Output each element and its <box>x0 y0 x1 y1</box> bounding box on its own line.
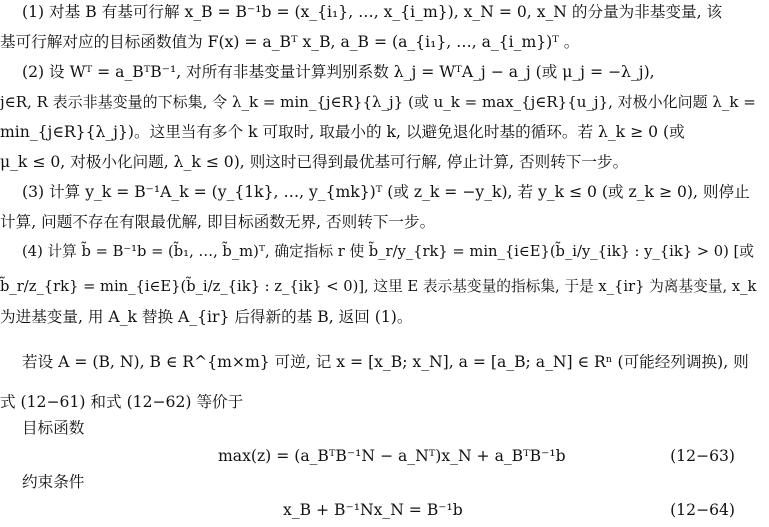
text-line-13: 式 (12−61) 和式 (12−62) 等价于 <box>0 393 244 411</box>
text-line-2: 基可行解对应的目标函数值为 F(x) = a_Bᵀ x_B, a_B = (a_{i₁}, …, a_{i_m})ᵀ 。 <box>0 33 580 51</box>
text-line-7: (3) 计算 y_k = B⁻¹A_k = (y_{1k}, …, y_{mk})ᵀ (或 z_k = −y_k), 若 y_k ≤ 0 (或 z_k ≥ 0), 则停止 <box>22 183 750 201</box>
text-line-9: (4) 计算 b̃ = B⁻¹b = (b̃₁, …, b̃_m)ᵀ, 确定指标 r 使 b̃_r/y_{rk} = min_{i∈E}(b̃_i/y_{ik} : y_{ik} > 0) [或 <box>22 243 754 260</box>
text-line-14: 目标函数 <box>22 419 85 437</box>
text-line-1: (1) 对基 B 有基可行解 x_B = B⁻¹b = (x_{i₁}, …, x_{i_m}), x_N = 0, x_N 的分量为非基变量, 该 <box>22 3 723 21</box>
text-line-11: 为进基变量, 用 A_k 替换 A_{ir} 后得新的基 B, 返回 (1)。 <box>0 308 413 326</box>
text-line-3: (2) 设 Wᵀ = a_BᵀB⁻¹, 对所有非基变量计算判别系数 λ_j = WᵀA_j − a_j (或 μ_j = −λ_j), <box>22 63 655 81</box>
text-line-4: j∈R, R 表示非基变量的下标集, 令 λ_k = min_{j∈R}{λ_j} (或 u_k = max_{j∈R}{u_j}, 对极小化问题 λ_k = <box>0 93 756 111</box>
text-line-12: 若设 A = (B, N), B ∈ R^{m×m} 可逆, 记 x = [x_B; x_N], a = [a_B; a_N] ∈ Rⁿ (可能经列调换), 则 <box>22 353 749 371</box>
equation-12-63: max(z) = (a_BᵀB⁻¹N − a_Nᵀ)x_N + a_BᵀB⁻¹b <box>218 447 566 465</box>
text-line-15: 约束条件 <box>22 473 85 491</box>
equation-number-12-63: (12−63) <box>670 447 735 465</box>
equation-number-12-64: (12−64) <box>670 501 735 519</box>
text-line-6: μ_k ≤ 0, 对极小化问题, λ_k ≤ 0), 则这时已得到最优基可行解, 停止计算, 否则转下一步。 <box>0 153 629 171</box>
text-line-10: b̃_r/z_{rk} = min_{i∈E}(b̃_i/z_{ik} : z_{ik} < 0)], 这里 E 表示基变量的指标集, 于是 x_{ir} 为离基变量, x_k <box>0 278 757 295</box>
equation-12-64: x_B + B⁻¹Nx_N = B⁻¹b <box>283 501 463 519</box>
text-line-5: min_{j∈R}{λ_j})。这里当有多个 k 可取时, 取最小的 k, 以避免退化时基的循环。若 λ_k ≥ 0 (或 <box>0 123 685 141</box>
text-line-8: 计算, 问题不存在有限最优解, 即目标函数无界, 否则转下一步。 <box>0 213 436 231</box>
